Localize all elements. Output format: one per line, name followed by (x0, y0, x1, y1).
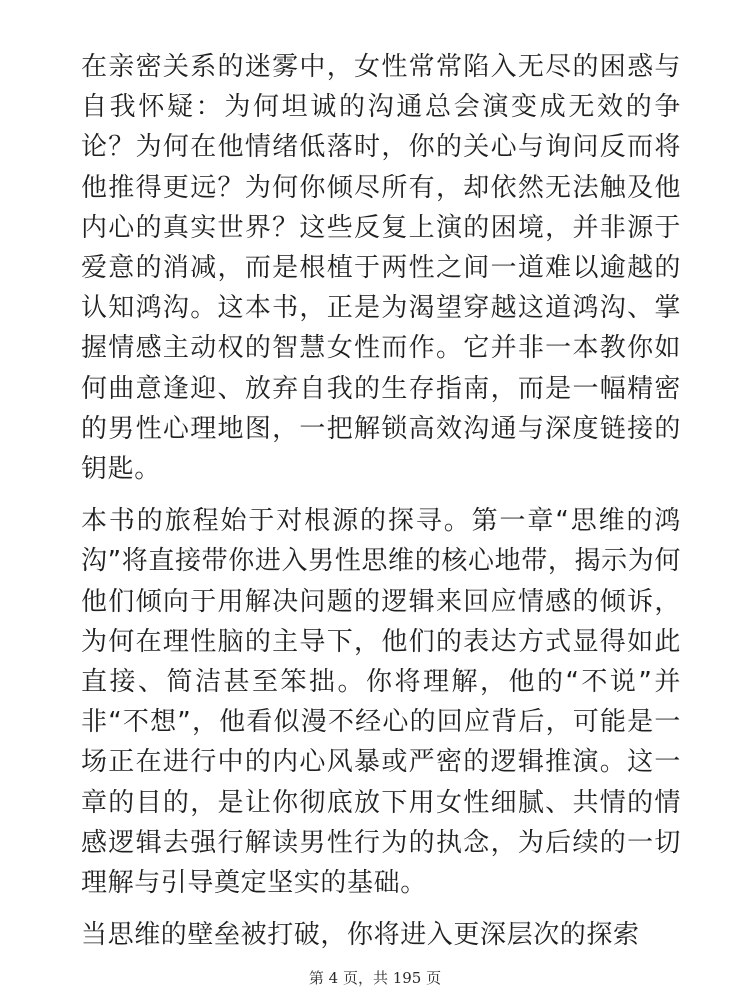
paragraph-intro: 在亲密关系的迷雾中，女性常常陷入无尽的困惑与自我怀疑：为何坦诚的沟通总会演变成无效的争论？为何在他情绪低落时，你的关心与询问反而将他推得更远？为何你倾尽所有，却依然无法触及他内心的真实世界？这些反复上演的困境，并非源于爱意的消减，而是根植于两性之间一道难以逾越的认知鸿沟。这本书，正是为渴望穿越这道鸿沟、掌握情感主动权的智慧女性而作。它并非一本教你如何曲意逢迎、放弃自我的生存指南，而是一幅精密的男性心理地图，一把解锁高效沟通与深度链接的钥匙。 (81, 52, 681, 485)
document-body (81, 47, 681, 967)
paragraph-continuation: 当思维的壁垒被打破，你将进入更深层次的探索 (81, 920, 640, 951)
page-number-footer: 第 4 页，共 195 页 (308, 969, 442, 987)
paragraph-chapter-one: 本书的旅程始于对根源的探寻。第一章“思维的鸿沟”将直接带你进入男性思维的核心地带，揭示为何他们倾向于用解决问题的逻辑来回应情感的倾诉，为何在理性脑的主导下，他们的表达方式显得如此直接、简洁甚至笨拙。你将理解，他的“不说”并非“不想”，他看似漫不经心的回应背后，可能是一场正在进行中的内心风暴或严密的逻辑推演。这一章的目的，是让你彻底放下用女性细腻、共情的情感逻辑去强行解读男性行为的执念，为后续的一切理解与引导奠定坚实的基础。 (81, 506, 681, 899)
